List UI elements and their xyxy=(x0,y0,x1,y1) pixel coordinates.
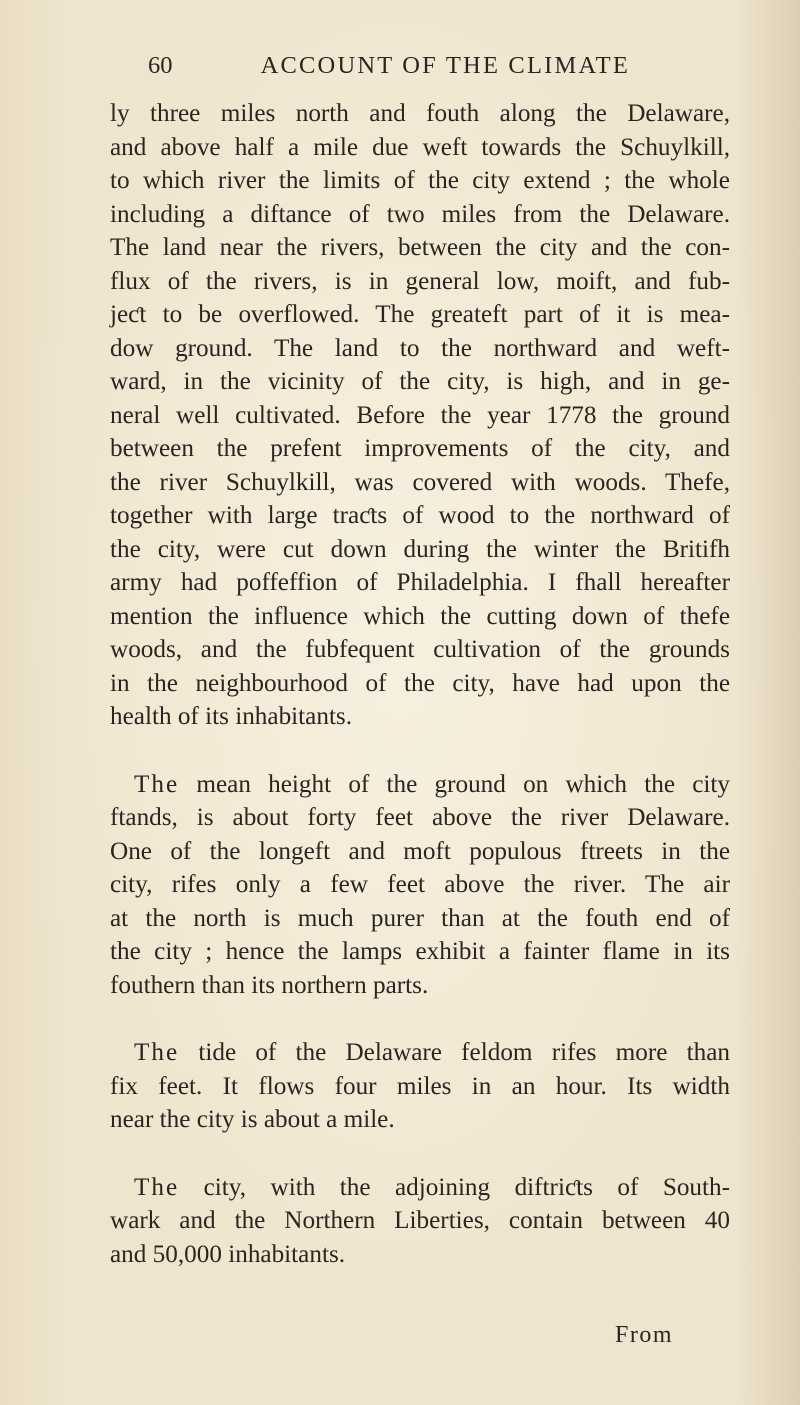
text-line: ward, in the vicinity of the city, is high, and in ge- xyxy=(110,368,730,395)
text-line: fouthern than its northern parts. xyxy=(110,971,429,999)
text-line xyxy=(110,768,730,802)
body-text xyxy=(110,97,730,1271)
text-line: between the prefent improvements of the city, and xyxy=(110,435,730,462)
text-line xyxy=(110,1036,730,1070)
text-line-rest: tide of the Delaware feldom rifes more than xyxy=(179,1039,730,1066)
text-line xyxy=(110,1171,730,1205)
paragraph-gap xyxy=(110,1137,730,1171)
paragraph-3 xyxy=(110,1036,730,1137)
paragraph-2 xyxy=(110,768,730,1003)
text-line: jeƈt to be overflowed. The greateft part of it is mea- xyxy=(110,301,730,328)
text-line: ly three miles north and fouth along the Delaware, xyxy=(110,100,730,127)
text-line-rest: city, with the adjoining diftriƈts of South- xyxy=(179,1173,730,1201)
text-line: The land near the rivers, between the city and the con- xyxy=(110,234,730,261)
catchword: From xyxy=(615,1322,674,1348)
text-line: together with large traƈts of wood to the northward of xyxy=(110,502,730,529)
text-line: and above half a mile due weft towards the Schuylkill, xyxy=(110,133,730,161)
text-line: wark and the Northern Liberties, contain between 40 xyxy=(110,1207,730,1234)
text-line: the city, were cut down during the winter the Britifh xyxy=(110,535,730,563)
paragraph-4 xyxy=(110,1171,730,1272)
text-line: city, rifes only a few feet above the river. The air xyxy=(110,871,730,898)
text-line: One of the longeft and moft populous ftreets in the xyxy=(110,837,730,865)
text-line: dow ground. The land to the northward and weft- xyxy=(110,334,730,362)
text-line: the river Schuylkill, was covered with woods. Thefe, xyxy=(110,468,730,496)
text-line: ftands, is about forty feet above the river Delaware. xyxy=(110,804,730,831)
text-line: at the north is much purer than at the fouth end of xyxy=(110,904,730,932)
text-line: and 50,000 inhabitants. xyxy=(110,1240,346,1268)
text-line: to which river the limits of the city extend ; the whole xyxy=(110,167,730,194)
text-line: woods, and the fubfequent cultivation of the grounds xyxy=(110,636,730,663)
text-line: flux of the rivers, is in general low, moift, and fub- xyxy=(110,267,730,295)
paragraph-lead-word: The xyxy=(134,770,180,798)
paragraph-1 xyxy=(110,97,730,734)
text-line: including a diftance of two miles from the Delaware. xyxy=(110,200,730,228)
paragraph-gap xyxy=(110,734,730,768)
paragraph-gap xyxy=(110,1002,730,1036)
paragraph-lead-word: The xyxy=(134,1173,180,1201)
paragraph-lead-word: The xyxy=(134,1039,180,1066)
text-line: fix feet. It flows four miles in an hour. Its width xyxy=(110,1072,730,1100)
text-line-rest: mean height of the ground on which the city xyxy=(179,770,730,798)
running-title: ACCOUNT OF THE CLIMATE xyxy=(260,52,630,79)
text-line: army had poffeffion of Philadelphia. I fhall hereafter xyxy=(110,569,730,596)
text-line: mention the influence which the cutting down of thefe xyxy=(110,602,730,630)
text-line: the city ; hence the lamps exhibit a fainter flame in its xyxy=(110,938,730,965)
text-line: health of its inhabitants. xyxy=(110,703,353,730)
text-line: near the city is about a mile. xyxy=(110,1106,395,1133)
text-line: neral well cultivated. Before the year 1778 the ground xyxy=(110,401,730,429)
running-head xyxy=(148,52,630,86)
text-line: in the neighbourhood of the city, have had upon the xyxy=(110,669,730,697)
page-number: 60 xyxy=(148,52,173,79)
